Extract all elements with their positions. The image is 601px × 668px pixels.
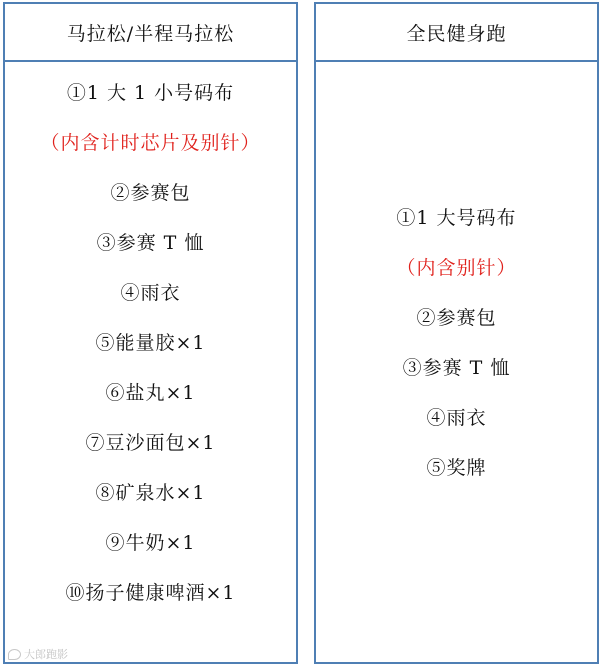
fun-run-item-5: ⑤奖牌 [426,456,487,479]
watermark [8,646,68,662]
fun-run-item-3: ③参赛 T 恤 [402,356,511,379]
watermark-text: 大郎跑影 [24,648,68,661]
marathon-item-9: ⑨牛奶×1 [105,531,196,554]
marathon-panel [3,2,298,664]
marathon-item-10: ⑩扬子健康啤酒×1 [65,581,236,604]
marathon-item-5: ⑤能量胶×1 [95,331,206,354]
fun-run-header: 全民健身跑 [316,4,597,62]
weibo-icon [8,649,21,660]
marathon-item-2: ②参赛包 [110,181,191,204]
marathon-item-6: ⑥盐丸×1 [105,381,196,404]
fun-run-item-4: ④雨衣 [426,406,487,429]
marathon-item-4: ④雨衣 [120,281,181,304]
fun-run-item-2: ②参赛包 [416,306,497,329]
marathon-header: 马拉松/半程马拉松 [5,4,296,62]
marathon-item-1: ①1 大 1 小号码布 [66,81,235,104]
fun-run-panel [314,2,599,664]
fun-run-item-note: （内含别针） [396,256,517,279]
fun-run-item-1: ①1 大号码布 [396,206,517,229]
marathon-items [5,62,296,616]
marathon-item-3: ③参赛 T 恤 [96,231,205,254]
marathon-item-8: ⑧矿泉水×1 [95,481,206,504]
fun-run-items [316,62,597,491]
marathon-item-7: ⑦豆沙面包×1 [85,431,216,454]
marathon-item-note: （内含计时芯片及别针） [40,131,261,154]
